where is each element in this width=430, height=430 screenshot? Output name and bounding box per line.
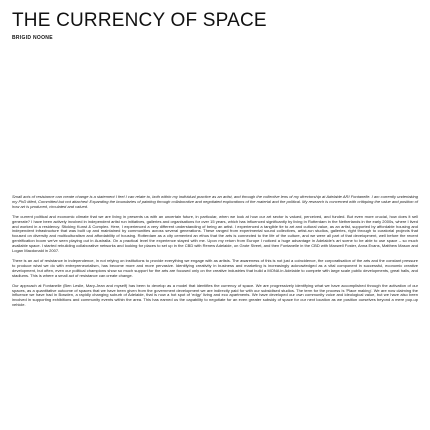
article-body — [12, 195, 418, 313]
article-paragraph: There is an act of resistance in independence, in not relying on institutions to provide everything we engage with as artists. The awareness of this is not just a coincidence, the corporatisation of the arts and the constant pressure to produce what we do with entrepreneurialism, has become more and more pervasive. Identifying creativity in business and marketing is increasingly acknowledged as a vital component in successful, economic creative development, but often, even our political champions show so much support for the arts are focused only on the creative industries that build a MONA in Adelaide to compete with large scale public developments, great halls, and stadiums. This is where a small act of resistance can create change. — [12, 257, 418, 278]
article-paragraph-intro: Small acts of resistance can create change is a statement I feel I can relate to, both within my individual practice as an artist, and through the collective lens of my directorship at Adelaide ARI Fontanelle. I am currently undertaking my PhD titled, Committed but not attached: Expanding the boundaries of painting through collaborative and negotiated explorations of the material and the political. My research is concerned with critiquing the value and position of how art is produced, circulated and valued. — [12, 194, 418, 209]
article-paragraph: Our approach at Fontanelle (Ben Leslie, Mary-Jean and myself) has been to develop as a model that identifies the currency of space. We are progressively identifying what we have accomplished through the activation of our spaces, as a quantitative outcome of spaces that we have been given from the government development we are indirectly paid for with our subsidised studios. The term for the process is 'Place making'. We are now claiming the influence we have had in Bowden, a rapidly changing suburb of Adelaide, that is now a hot spot of 'edgy' living and eco apartments. We have developed our own community voice and ideological value, but we have also been involved in supporting exhibitions and community events within the area. This has earned us the capability to negotiate for an even greater subsidy of space for our next location as we position ourselves beyond a mere pop-up vehicle. — [12, 282, 418, 308]
article-author: BRIGID NOONE — [12, 35, 53, 41]
article-paragraph: The current political and economic climate that we are living in presents us with an uncertain future, in particular, when we look at how our art sector is valued, perceived, and funded. But even more crucial, how does it sell generate? I have been actively involved in independent artist run initiatives, galleries and organisations for over 15 years, which has influenced significantly by living in Rotterdam in the Netherlands in the early 2000s, where I lived and worked in a residency. Sticking Kunst & Complex. Here, I experienced a very different understanding of being an artist. I experienced a tangible tie to art and cultural value, as an artist, supported by affordable housing and independent infrastructure that was built up and maintained by communities across several generations. These ranged from experimental sound collectives, artist-run studios, galleries, right through to curatorial projects that focused on diversity and multiculturalism and affordability of housing. Rotterdam as a city cemented an ethos that the arts is connected to the life of the culture, and we were all part of that development, well before the recent gentrification boom we've seen playing out in Australia. On a practical level the experience stayed with me. Upon my return from Europe I noticed a huge advantage in Adelaide's art scene to be able to use space – so much available space. I started rebuilding collaborative networks and looking for places to set up in the CBD with Renew Adelaide, on Grote Street, and then Fontanelle in the CBD with Maxwell Foster, Anna Evans, Matthew Mason and Logan Macdonald in 2007. — [12, 213, 418, 254]
article-title: THE CURRENCY OF SPACE — [12, 10, 267, 31]
